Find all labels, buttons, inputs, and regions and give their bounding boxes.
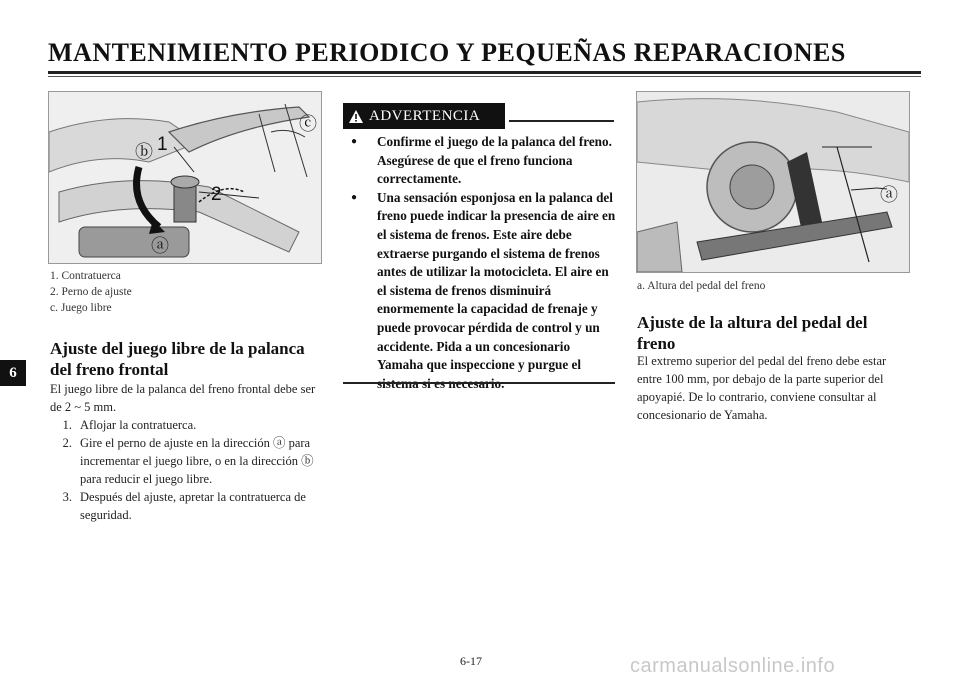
warning-top-rule [509, 120, 614, 122]
chapter-tab: 6 [0, 360, 26, 386]
callout-b: ⓑ [135, 142, 153, 162]
brake-pedal-illustration [637, 92, 909, 272]
warning-bottom-rule [343, 382, 615, 384]
step-item: 1. Aflojar la contratuerca. [62, 418, 197, 432]
callout-2: 2 [211, 184, 222, 205]
figure-right-caption: a. Altura del pedal del freno [637, 280, 766, 292]
page-header-title: MANTENIMIENTO PERIODICO Y PEQUEÑAS REPARACIONES [48, 38, 846, 67]
bullet-icon: ● [351, 191, 358, 203]
warning-badge [343, 103, 505, 129]
brake-pedal-figure [636, 91, 910, 273]
callout-1: 1 [157, 134, 168, 155]
caption-item: c. Juego libre [50, 302, 112, 314]
step-item: 2. Gire el perno de ajuste en la dirección ⓐ para incrementar el juego libre, o en la dirección ⓑ para reducir el juego libre. [62, 436, 314, 486]
pedal-height-heading: Ajuste de la altura del pedal del freno [637, 313, 868, 353]
page-number: 6-17 [460, 654, 482, 668]
pedal-height-body: El extremo superior del pedal del freno debe estar entre 100 mm, por debajo de la parte superior del apoyapié. De lo contrario, conviene consultar al concesionario de Yamaha. [637, 354, 887, 422]
free-play-intro: El juego libre de la palanca del freno frontal debe ser de 2 ~ 5 mm. [50, 382, 316, 414]
caption-item: 1. Contratuerca [50, 270, 121, 282]
warning-triangle-icon [348, 109, 364, 124]
warning-badge-label: ADVERTENCIA [369, 107, 481, 124]
warning-item: ● Confirme el juego de la palanca del freno. Asegúrese de que el freno funciona correctamente. [343, 133, 618, 189]
callout-a-pedal: ⓐ [880, 185, 898, 205]
brake-lever-figure [48, 91, 322, 264]
caption-item: 2. Perno de ajuste [50, 286, 132, 298]
bullet-icon: ● [351, 136, 358, 147]
warning-item: ● Una sensación esponjosa en la palanca del freno puede indicar la presencia de aire en el sistema de frenos. Este aire debe extraerse purgando el sistema de frenos antes de utilizar la motocicleta. El aire en el sistema de frenos disminuirá enormemente la capacidad de frenaje y puede provocar pérdida de control y un accidente. Pida a un concesionario Yamaha que inspeccione y purgue el [343, 189, 618, 394]
figure-left-captions [50, 268, 132, 316]
header-rule-thin [48, 76, 921, 77]
brake-lever-illustration [49, 92, 321, 263]
header-rule [48, 71, 921, 74]
callout-c: ⓒ [299, 114, 317, 134]
step-item: 3. Después del ajuste, apretar la contratuerca de seguridad. [62, 490, 306, 522]
warning-list [343, 133, 618, 393]
callout-a: ⓐ [151, 236, 169, 256]
free-play-heading: Ajuste del juego libre de la palanca del freno frontal [50, 339, 305, 379]
free-play-steps [50, 416, 322, 524]
watermark: carmanualsonline.info [630, 655, 836, 677]
